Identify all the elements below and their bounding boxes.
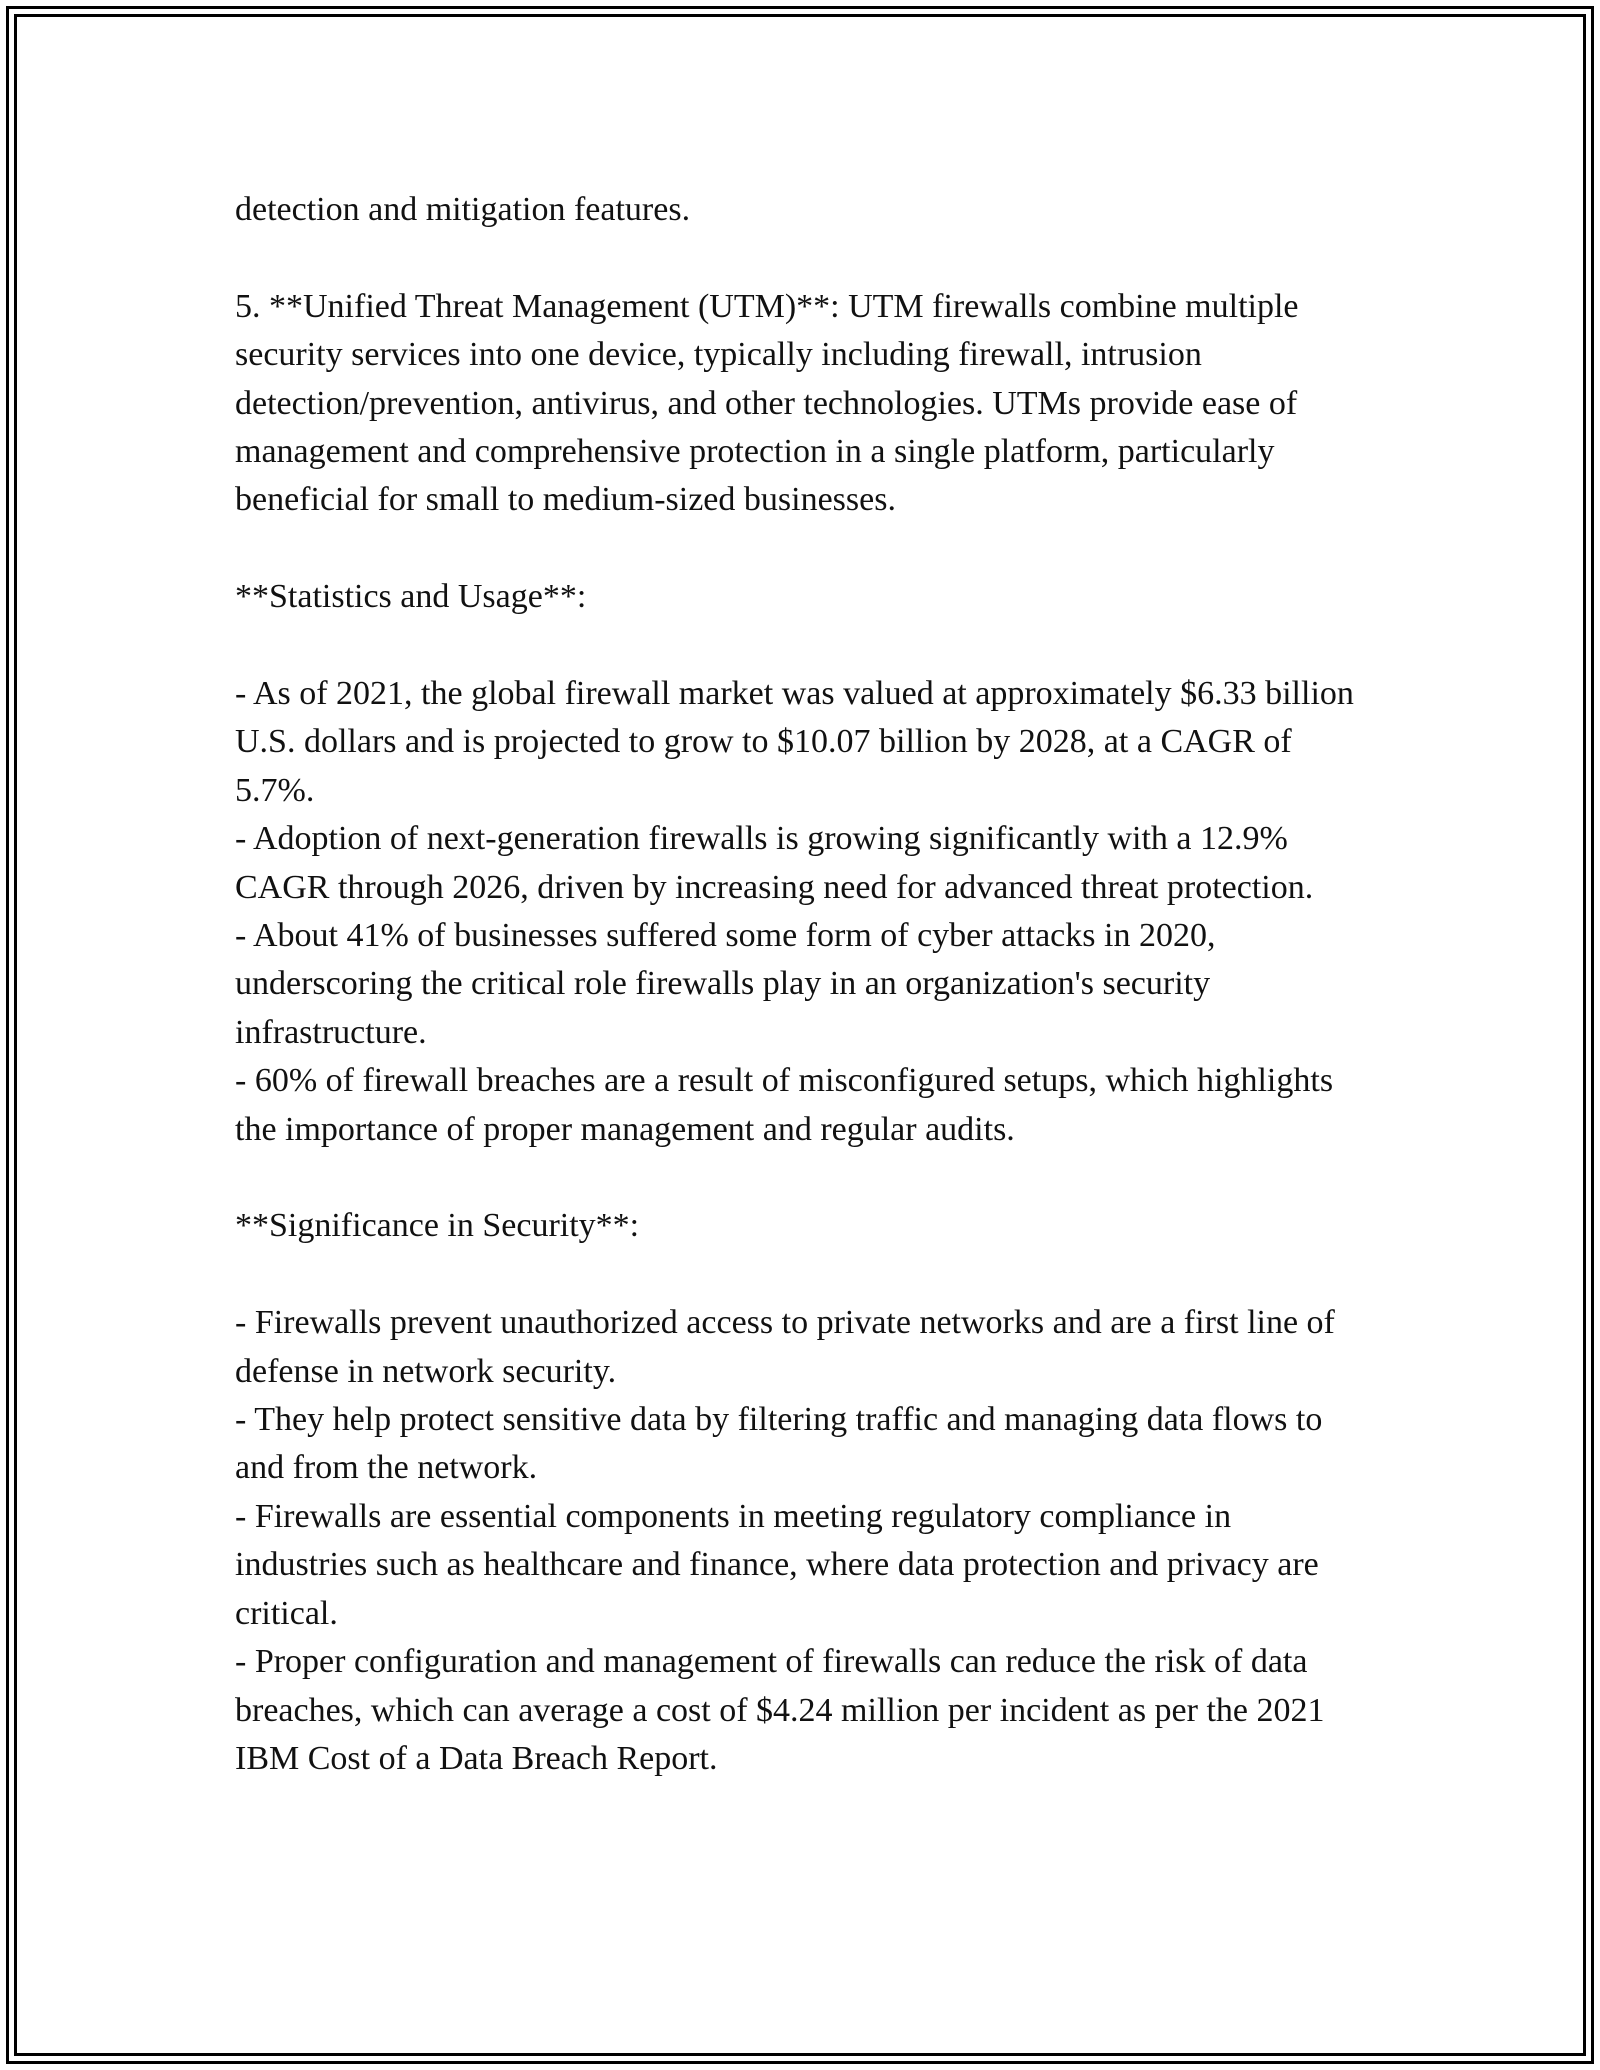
statistics-item: - Adoption of next-generation firewalls is growing significantly with a 12.9% CAGR through 2026, driven by increasing need for advanced threat protection. [235,820,1314,906]
document-body [235,186,1365,1783]
paragraph-spacer [235,1251,1365,1299]
intro-tail-text: detection and mitigation features. [235,191,691,228]
statistics-item: - As of 2021, the global firewall market was valued at approximately $6.33 billion U.S. dollars and is projected to grow to $10.07 billion by 2028, at a CAGR of 5.7%. [235,675,1354,809]
significance-item: - Firewalls are essential components in meeting regulatory compliance in industries such as healthcare and finance, where data protection and privacy are critical. [235,1497,1319,1632]
paragraph-spacer [235,234,1365,282]
statistics-item: - 60% of firewall breaches are a result of misconfigured setups, which highlights the importance of proper management and regular audits. [235,1062,1334,1148]
statistics-heading: **Statistics and Usage**: [235,578,587,616]
utm-paragraph: 5. **Unified Threat Management (UTM)**: UTM firewalls combine multiple security services into one device, typically including firewall, intrusion detection/prevention, antivirus, and other technologies. UTMs provide ease of management and comprehensive protection in a single platform, particularly beneficial for small to medium-sized businesses. [235,287,1299,519]
paragraph-spacer [235,1154,1365,1202]
paragraph-spacer [235,622,1365,670]
significance-item: - They help protect sensitive data by filtering traffic and managing data flows to and from the network. [235,1401,1323,1487]
significance-item: - Proper configuration and management of firewalls can reduce the risk of data breaches, which can average a cost of $4.24 million per incident as per the 2021 IBM Cost of a Data Breach Report. [235,1643,1325,1777]
significance-heading: **Significance in Security**: [235,1207,640,1245]
significance-item: - Firewalls prevent unauthorized access to private networks and are a first line of defense in network security. [235,1304,1335,1390]
paragraph-spacer [235,525,1365,573]
statistics-item: - About 41% of businesses suffered some form of cyber attacks in 2020, underscoring the critical role firewalls play in an organization's security infrastructure. [235,917,1216,1051]
